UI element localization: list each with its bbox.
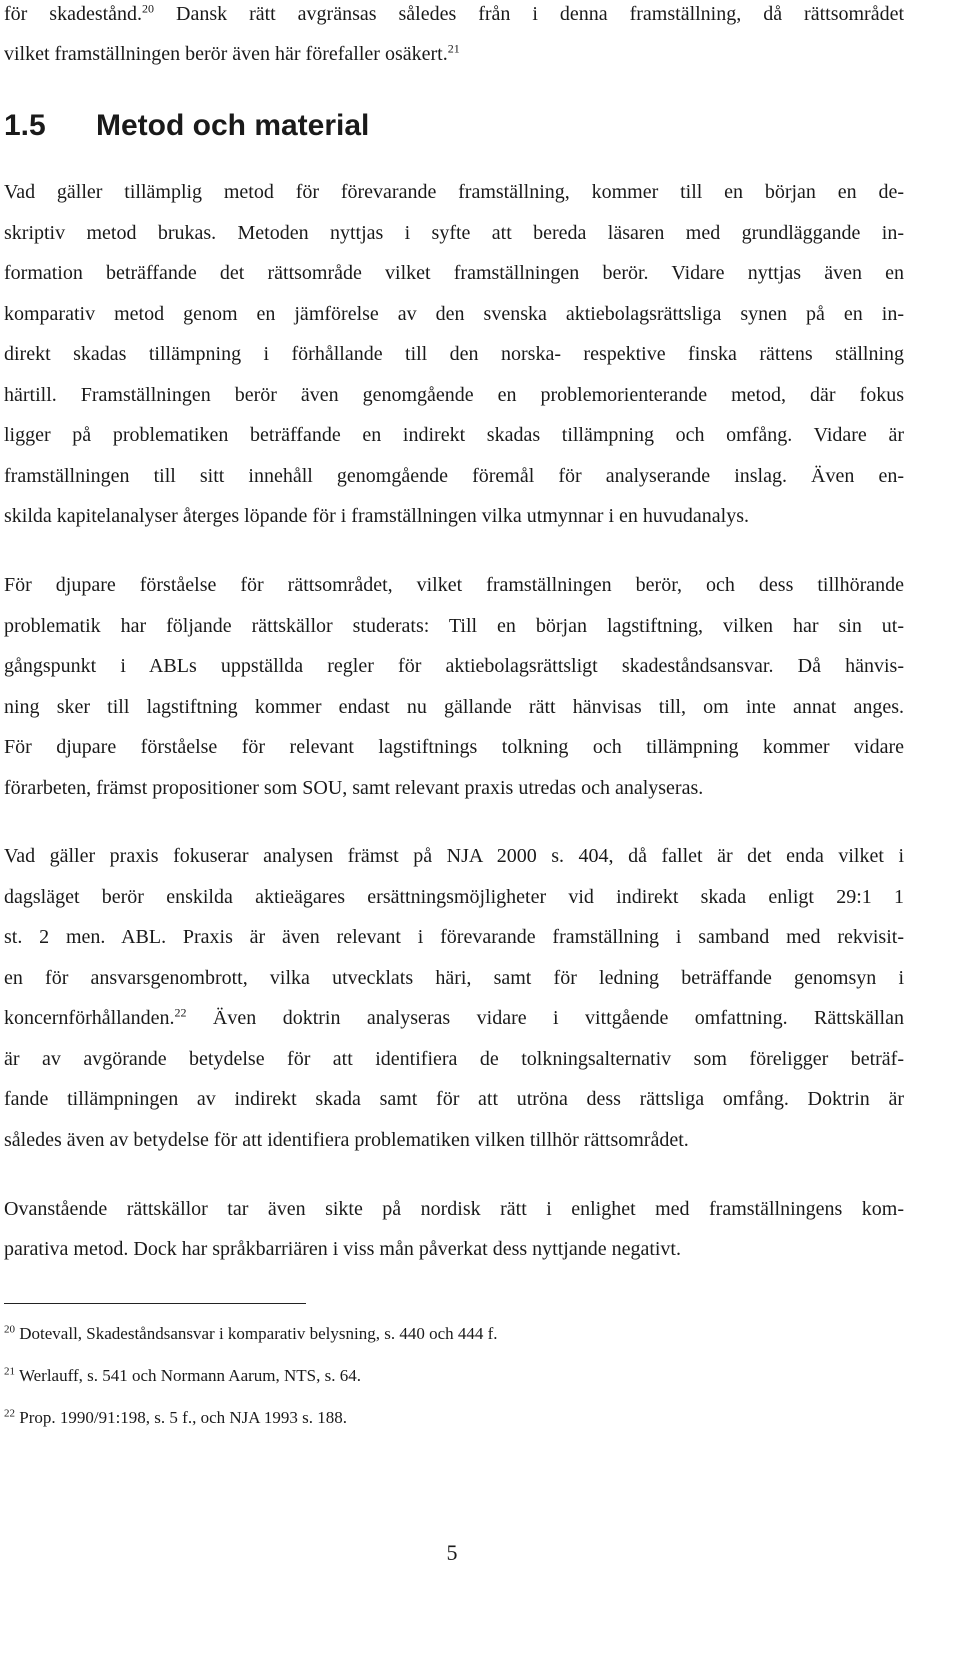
p3-line-1: Vad gäller praxis fokuserar analysen främst på NJA 2000 s. 404, då fallet är det enda vilket i (4, 845, 904, 867)
p3-line-5: koncernförhållanden.$^{22}$ Även doktrin analyseras vidare i vittgående omfattning. Rättskällan (4, 1005, 904, 1029)
footnote-21: $^{21}$ Werlauff, s. 541 och Normann Aarum, NTS, s. 64. (4, 1365, 361, 1385)
p1-line-2: skriptiv metod brukas. Metoden nyttjas i syfte att bereda läsaren med grundläggande in- (4, 222, 904, 244)
p1-line-1: Vad gäller tillämplig metod för förevarande framställning, kommer till en början en de- (4, 181, 904, 203)
footnote-ref-21[interactable]: 21 (447, 41, 460, 56)
footnote-22: $^{22}$ Prop. 1990/91:198, s. 5 f., och NJA 1993 s. 188. (4, 1407, 347, 1427)
footnote-ref-22[interactable]: 22 (174, 1005, 187, 1020)
p3-line-3: st. 2 men. ABL. Praxis är även relevant i förevarande framställning i samband med rekvisit- (4, 926, 904, 948)
p3-line-4: en för ansvarsgenombrott, vilka utvecklats häri, samt för ledning beträffande genomsyn i (4, 967, 904, 989)
p1-line-9: skilda kapitelanalyser återges löpande för i framställningen vilka utmynnar i en huvudanalys. (4, 505, 749, 527)
section-title: Metod och material (96, 109, 370, 142)
carry-over-line-1: för skadestånd.$^{20}$ Dansk rätt avgränsas således från i denna framställning, då rättsområdet (4, 1, 905, 25)
p1-line-7: ligger på problematiken beträffande en indirekt skadas tillämpning och omfång. Vidare är (4, 424, 904, 446)
p3-line-2: dagsläget berör enskilda aktieägares ersättningsmöjligheter vid indirekt skada enligt 29:1 1 (4, 886, 904, 908)
p3-line-6: är av avgörande betydelse för att identifiera de tolkningsalternativ som föreligger beträf- (4, 1048, 904, 1070)
p2-line-1: För djupare förståelse för rättsområdet, vilket framställningen berör, och dess tillhörande (4, 574, 904, 596)
p1-line-3: formation beträffande det rättsområde vilket framställningen berör. Vidare nyttjas även en (4, 262, 904, 284)
p3-line-7: fande tillämpningen av indirekt skada samt för att utröna dess rättsliga omfång. Doktrin är (4, 1088, 904, 1110)
p1-line-4: komparativ metod genom en jämförelse av den svenska aktiebolagsrättsliga synen på en in- (4, 303, 904, 325)
section-heading (4, 108, 369, 144)
p4-line-2: parativa metod. Dock har språkbarriären i viss mån påverkat dess nyttjande negativt. (4, 1238, 681, 1260)
carry-over-line-2: vilket framställningen berör även här förefaller osäkert.$^{21}$ (4, 41, 460, 65)
p2-line-3: gångspunkt i ABLs uppställda regler för aktiebolagsrättsligt skadeståndsansvar. Då hänvis- (4, 655, 904, 677)
p1-line-6: härtill. Framställningen berör även genomgående en problemorienterande metod, där fokus (4, 384, 904, 406)
section-number: 1.5 (4, 109, 46, 142)
p1-line-8: framställningen till sitt innehåll genomgående föremål för analyserande inslag. Även en- (4, 465, 904, 487)
footnote-number: 21 (4, 1365, 15, 1378)
footnote-separator (4, 1303, 306, 1304)
p2-line-5: För djupare förståelse för relevant lagstiftnings tolkning och tillämpning kommer vidare (4, 736, 904, 758)
footnote-20: $^{20}$ Dotevall, Skadeståndsansvar i komparativ belysning, s. 440 och 444 f. (4, 1323, 498, 1343)
footnote-ref-20[interactable]: 20 (142, 1, 155, 16)
p1-line-5: direkt skadas tillämpning i förhållande till den norska- respektive finska rättens ställning (4, 343, 904, 365)
p2-line-2: problematik har följande rättskällor studerats: Till en början lagstiftning, vilken har sin ut- (4, 615, 904, 637)
p2-line-6: förarbeten, främst propositioner som SOU, samt relevant praxis utredas och analyseras. (4, 777, 704, 799)
footnote-number: 20 (4, 1323, 15, 1336)
page-number: 5 (446, 1540, 458, 1565)
p2-line-4: ning sker till lagstiftning kommer endast nu gällande rätt hänvisas till, om inte annat anges. (4, 696, 904, 718)
footnote-number: 22 (4, 1407, 15, 1420)
p4-line-1: Ovanstående rättskällor tar även sikte på nordisk rätt i enlighet med framställningens kom- (4, 1198, 904, 1220)
p3-line-8: således även av betydelse för att identifiera problematiken vilken tillhör rättsområdet. (4, 1129, 689, 1151)
